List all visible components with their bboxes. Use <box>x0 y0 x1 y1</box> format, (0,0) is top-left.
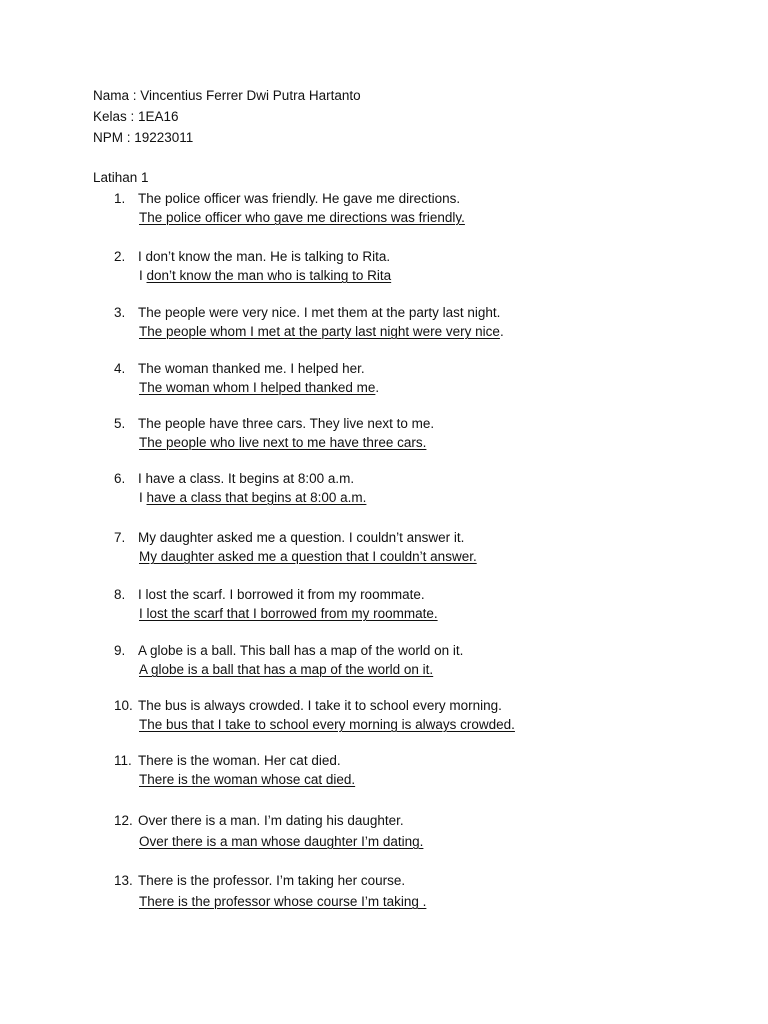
item-answer-line <box>139 322 504 342</box>
item-number: 1. <box>114 191 126 206</box>
item-answer: The people who live next to me have three cars. <box>139 435 427 450</box>
item-number: 5. <box>114 416 126 431</box>
item-answer-line <box>139 378 379 398</box>
item-number: 11. <box>114 753 132 768</box>
item-number: 12. <box>114 813 133 828</box>
item-answer: The bus that I take to school every morning is always crowded. <box>139 717 515 732</box>
item-number: 10. <box>114 698 133 713</box>
item-answer-line <box>139 660 433 680</box>
item-question: My daughter asked me a question. I couldn’t answer it. <box>138 530 465 545</box>
student-info <box>93 86 361 149</box>
item-answer-line <box>139 266 391 286</box>
student-class: Kelas : 1EA16 <box>93 109 179 124</box>
item-answer: I lost the scarf that I borrowed from my roommate. <box>139 606 438 621</box>
item-answer: have a class that begins at 8:00 a.m. <box>146 490 367 505</box>
student-name: Nama : Vincentius Ferrer Dwi Putra Hartanto <box>93 88 361 103</box>
item-answer-line <box>139 832 423 852</box>
item-answer: My daughter asked me a question that I couldn’t answer. <box>139 549 477 564</box>
item-number: 9. <box>114 643 126 658</box>
item-answer-line <box>139 770 355 790</box>
item-question: The bus is always crowded. I take it to school every morning. <box>138 698 502 713</box>
item-answer-line <box>139 488 366 508</box>
item-answer: don’t know the man who is talking to Rita <box>146 268 392 283</box>
answer-suffix: . <box>499 324 504 339</box>
item-answer: The woman whom I helped thanked me <box>139 380 376 395</box>
item-answer: Over there is a man whose daughter I’m dating. <box>139 834 424 849</box>
item-question: There is the woman. Her cat died. <box>138 753 341 768</box>
item-answer-line <box>139 892 426 912</box>
item-question: I lost the scarf. I borrowed it from my roommate. <box>138 587 425 602</box>
item-answer-line <box>139 208 465 228</box>
item-answer: There is the woman whose cat died. <box>139 772 356 787</box>
item-question: The people have three cars. They live next to me. <box>138 416 435 431</box>
item-question: Over there is a man. I’m dating his daughter. <box>138 813 404 828</box>
answer-suffix: . <box>375 380 380 395</box>
item-answer-line <box>139 433 426 453</box>
answer-prefix: I <box>139 490 147 505</box>
item-answer-line <box>139 547 477 567</box>
item-number: 8. <box>114 587 126 602</box>
student-npm: NPM : 19223011 <box>93 130 194 145</box>
item-answer: The people whom I met at the party last night were very nice <box>139 324 500 339</box>
item-number: 13. <box>114 873 133 888</box>
item-question: The people were very nice. I met them at the party last night. <box>138 305 501 320</box>
item-question: There is the professor. I’m taking her course. <box>138 873 406 888</box>
item-answer-line <box>139 604 438 624</box>
item-answer: A globe is a ball that has a map of the world on it. <box>139 662 434 677</box>
section-title: Latihan 1 <box>93 170 149 185</box>
item-number: 3. <box>114 305 126 320</box>
item-number: 2. <box>114 249 126 264</box>
item-number: 4. <box>114 361 126 376</box>
item-question: A globe is a ball. This ball has a map of the world on it. <box>138 643 464 658</box>
item-question: The woman thanked me. I helped her. <box>138 361 365 376</box>
item-question: I don’t know the man. He is talking to Rita. <box>138 249 391 264</box>
item-question: The police officer was friendly. He gave me directions. <box>138 191 461 206</box>
item-number: 6. <box>114 471 126 486</box>
item-question: I have a class. It begins at 8:00 a.m. <box>138 471 355 486</box>
item-answer-line <box>139 715 515 735</box>
item-answer: There is the professor whose course I’m taking . <box>139 894 427 909</box>
answer-prefix: I <box>139 268 147 283</box>
item-number: 7. <box>114 530 126 545</box>
item-answer: The police officer who gave me directions was friendly. <box>139 210 465 225</box>
